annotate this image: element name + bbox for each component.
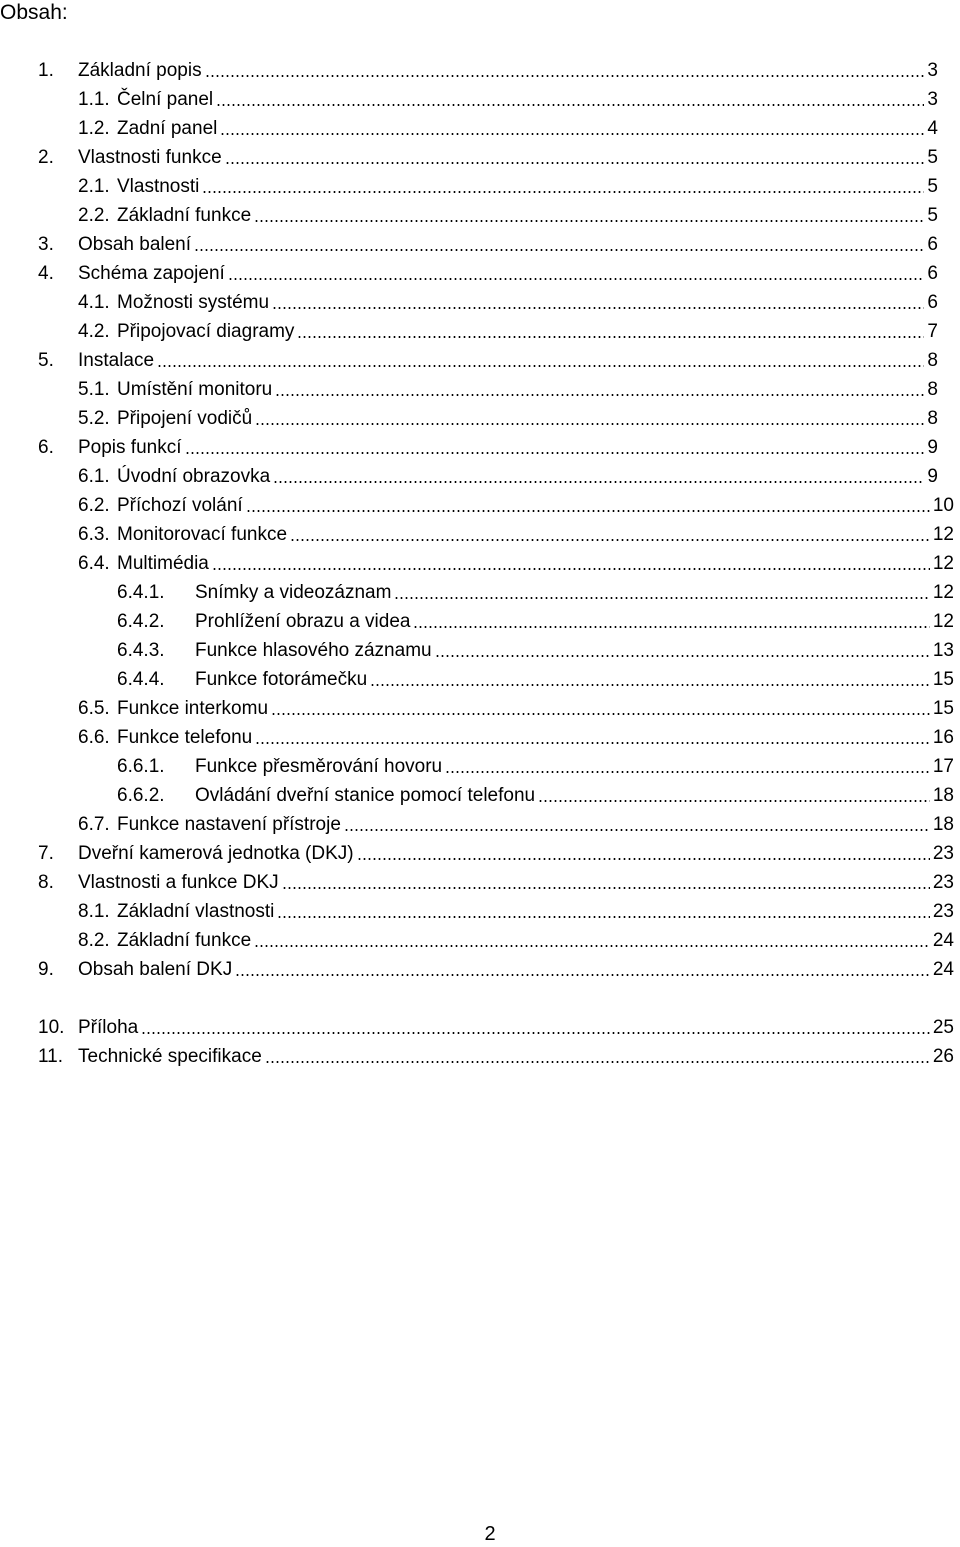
toc-entry-number: 6.4.3. (117, 640, 165, 661)
toc-dot-leader (157, 352, 924, 370)
toc-entry-title: Multimédia (117, 553, 209, 574)
toc-entry-page: 24 (932, 959, 954, 980)
toc-entry-number: 6.4.4. (117, 669, 165, 690)
toc-entry[interactable] (38, 230, 938, 259)
toc-entry-page: 8 (927, 379, 938, 400)
toc-entry-page: 5 (927, 176, 938, 197)
toc-entry-title: Schéma zapojení (78, 263, 225, 284)
toc-dot-leader (413, 613, 929, 631)
toc-entry-number: 5. (38, 350, 54, 371)
toc-entry-page: 18 (932, 814, 954, 835)
toc-entry[interactable] (78, 462, 938, 491)
toc-entry-page: 6 (927, 234, 938, 255)
toc-entry[interactable] (38, 1042, 954, 1071)
toc-entry[interactable] (78, 491, 954, 520)
toc-entry-number: 6.6. (78, 727, 110, 748)
toc-dot-leader (254, 932, 930, 950)
toc-entry-page: 12 (932, 582, 954, 603)
toc-entry-title: Funkce telefonu (117, 727, 253, 748)
toc-entry-title: Ovládání dveřní stanice pomocí telefonu (195, 785, 536, 806)
toc-entry-page: 8 (927, 408, 938, 429)
toc-dot-leader (220, 120, 924, 138)
toc-dot-leader (275, 381, 924, 399)
toc-entry-title: Vlastnosti (117, 176, 200, 197)
toc-entry[interactable] (38, 143, 938, 172)
toc-entry-number: 6.1. (78, 466, 110, 487)
toc-entry-page: 18 (932, 785, 954, 806)
toc-entry-number: 4.2. (78, 321, 110, 342)
toc-entry-title: Základní funkce (117, 205, 252, 226)
toc-entry-title: Možnosti systému (117, 292, 270, 313)
toc-entry-title: Funkce nastavení přístroje (117, 814, 341, 835)
toc-dot-leader (357, 845, 930, 863)
toc-entry-title: Základní funkce (117, 930, 252, 951)
toc-entry-page: 3 (927, 60, 938, 81)
toc-entry-page: 26 (932, 1046, 954, 1067)
toc-entry-title: Připojení vodičů (117, 408, 253, 429)
toc-entry-page: 16 (932, 727, 954, 748)
toc-entry[interactable] (117, 607, 954, 636)
toc-entry-number: 2.1. (78, 176, 110, 197)
toc-entry-page: 23 (932, 843, 954, 864)
toc-entry-title: Základní popis (78, 60, 202, 81)
toc-entry[interactable] (38, 259, 938, 288)
toc-dot-leader (235, 961, 930, 979)
toc-entry-number: 11. (38, 1046, 64, 1067)
toc-entry-title: Funkce interkomu (117, 698, 269, 719)
toc-entry[interactable] (78, 317, 938, 346)
toc-entry-title: Obsah balení DKJ (78, 959, 233, 980)
toc-entry-page: 10 (932, 495, 954, 516)
toc-entry-number: 8. (38, 872, 54, 893)
toc-dot-leader (277, 903, 930, 921)
toc-entry[interactable] (78, 810, 954, 839)
toc-dot-leader (370, 671, 930, 689)
toc-entry-title: Příchozí volání (117, 495, 243, 516)
toc-entry-title: Dveřní kamerová jednotka (DKJ) (78, 843, 354, 864)
toc-entry[interactable] (117, 636, 954, 665)
toc-entry-number: 2. (38, 147, 54, 168)
toc-entry-title: Vlastnosti funkce (78, 147, 222, 168)
toc-entry-title: Vlastnosti a funkce DKJ (78, 872, 279, 893)
toc-entry-number: 6.4. (78, 553, 110, 574)
toc-entry-number: 4. (38, 263, 54, 284)
toc-entry-number: 6.3. (78, 524, 110, 545)
toc-entry-number: 3. (38, 234, 54, 255)
toc-entry[interactable] (78, 926, 954, 955)
toc-dot-leader (228, 265, 925, 283)
toc-entry-page: 23 (932, 901, 954, 922)
toc-entry-page: 9 (927, 437, 938, 458)
toc-entry-number: 1.1. (78, 89, 110, 110)
toc-dot-leader (254, 207, 924, 225)
toc-heading: Obsah: (0, 1, 68, 24)
toc-entry[interactable] (38, 839, 954, 868)
toc-entry[interactable] (38, 56, 938, 85)
toc-entry-title: Popis funkcí (78, 437, 182, 458)
toc-dot-leader (394, 584, 929, 602)
toc-entry-number: 5.1. (78, 379, 110, 400)
toc-entry-page: 6 (927, 263, 938, 284)
toc-dot-leader (216, 91, 924, 109)
toc-dot-leader (265, 1048, 930, 1066)
toc-entry-number: 7. (38, 843, 54, 864)
toc-entry[interactable] (78, 520, 954, 549)
toc-entry[interactable] (78, 549, 954, 578)
toc-entry-page: 15 (932, 698, 954, 719)
toc-entry-number: 6.4.2. (117, 611, 165, 632)
page-number: 2 (484, 1523, 496, 1545)
toc-entry-number: 4.1. (78, 292, 110, 313)
toc-entry-page: 9 (927, 466, 938, 487)
toc-entry-page: 12 (932, 611, 954, 632)
toc-entry-title: Funkce fotorámečku (195, 669, 368, 690)
toc-dot-leader (225, 149, 925, 167)
toc-entry[interactable] (38, 955, 954, 984)
toc-entry-number: 2.2. (78, 205, 110, 226)
toc-dot-leader (255, 410, 924, 428)
toc-entry-number: 10. (38, 1017, 65, 1038)
toc-entry[interactable] (78, 375, 938, 404)
toc-entry-page: 13 (932, 640, 954, 661)
toc-entry-page: 8 (927, 350, 938, 371)
toc-entry-page: 12 (932, 553, 954, 574)
toc-dot-leader (445, 758, 930, 776)
toc-dot-leader (246, 497, 930, 515)
toc-entry-title: Úvodní obrazovka (117, 466, 271, 487)
toc-entry[interactable] (78, 114, 938, 143)
toc-entry-number: 6.7. (78, 814, 110, 835)
toc-entry[interactable] (117, 781, 954, 810)
toc-entry-title: Zadní panel (117, 118, 218, 139)
toc-entry-number: 8.1. (78, 901, 110, 922)
toc-entry-page: 7 (927, 321, 938, 342)
toc-entry[interactable] (38, 433, 938, 462)
toc-entry-title: Připojovací diagramy (117, 321, 295, 342)
toc-dot-leader (194, 236, 924, 254)
toc-entry-title: Čelní panel (117, 89, 214, 110)
toc-entry-number: 8.2. (78, 930, 110, 951)
toc-entry-page: 25 (932, 1017, 954, 1038)
toc-entry-page: 24 (932, 930, 954, 951)
toc-entry-number: 6.4.1. (117, 582, 165, 603)
toc-entry[interactable] (117, 752, 954, 781)
toc-dot-leader (538, 787, 930, 805)
toc-entry[interactable] (38, 868, 954, 897)
toc-entry[interactable] (38, 346, 938, 375)
toc-entry[interactable] (117, 578, 954, 607)
toc-entry-title: Základní vlastnosti (117, 901, 275, 922)
toc-dot-leader (255, 729, 930, 747)
toc-entry-page: 4 (927, 118, 938, 139)
toc-entry-page: 5 (927, 205, 938, 226)
toc-entry-title: Umístění monitoru (117, 379, 273, 400)
toc-entry-page: 12 (932, 524, 954, 545)
toc-dot-leader (273, 468, 924, 486)
toc-entry[interactable] (78, 85, 938, 114)
toc-entry-title: Funkce hlasového záznamu (195, 640, 432, 661)
toc-entry-number: 9. (38, 959, 54, 980)
toc-entry-number: 6.6.1. (117, 756, 165, 777)
toc-entry-title: Snímky a videozáznam (195, 582, 392, 603)
toc-entry-number: 1. (38, 60, 54, 81)
toc-entry[interactable] (78, 172, 938, 201)
toc-entry-title: Instalace (78, 350, 155, 371)
toc-entry-title: Příloha (78, 1017, 139, 1038)
toc-entry-page: 23 (932, 872, 954, 893)
toc-entry-page: 3 (927, 89, 938, 110)
toc-entry-number: 6. (38, 437, 54, 458)
toc-entry[interactable] (78, 288, 938, 317)
toc-entry[interactable] (78, 897, 954, 926)
toc-entry-page: 6 (927, 292, 938, 313)
toc-entry-page: 17 (932, 756, 954, 777)
toc-entry[interactable] (38, 1013, 954, 1042)
toc-entry-title: Obsah balení (78, 234, 192, 255)
toc-entry-page: 15 (932, 669, 954, 690)
toc-entry-page: 5 (927, 147, 938, 168)
toc-entry-title: Monitorovací funkce (117, 524, 288, 545)
toc-entry-title: Prohlížení obrazu a videa (195, 611, 411, 632)
toc-dot-leader (202, 178, 924, 196)
toc-entry-number: 5.2. (78, 408, 110, 429)
toc-dot-leader (282, 874, 930, 892)
toc-dot-leader (290, 526, 930, 544)
toc-dot-leader (271, 700, 930, 718)
toc-entry[interactable] (78, 694, 954, 723)
toc-entry[interactable] (117, 665, 954, 694)
toc-dot-leader (141, 1019, 930, 1037)
toc-dot-leader (205, 62, 925, 80)
toc-entry-number: 6.5. (78, 698, 110, 719)
toc-entry[interactable] (78, 201, 938, 230)
toc-dot-leader (272, 294, 924, 312)
toc-entry[interactable] (78, 723, 954, 752)
toc-entry-number: 1.2. (78, 118, 110, 139)
toc-entry-number: 6.6.2. (117, 785, 165, 806)
toc-dot-leader (344, 816, 930, 834)
toc-entry-title: Funkce přesměrování hovoru (195, 756, 443, 777)
toc-dot-leader (297, 323, 924, 341)
toc-entry-title: Technické specifikace (78, 1046, 262, 1067)
toc-dot-leader (212, 555, 930, 573)
toc-entry[interactable] (78, 404, 938, 433)
toc-dot-leader (185, 439, 925, 457)
toc-dot-leader (435, 642, 930, 660)
toc-entry-number: 6.2. (78, 495, 110, 516)
